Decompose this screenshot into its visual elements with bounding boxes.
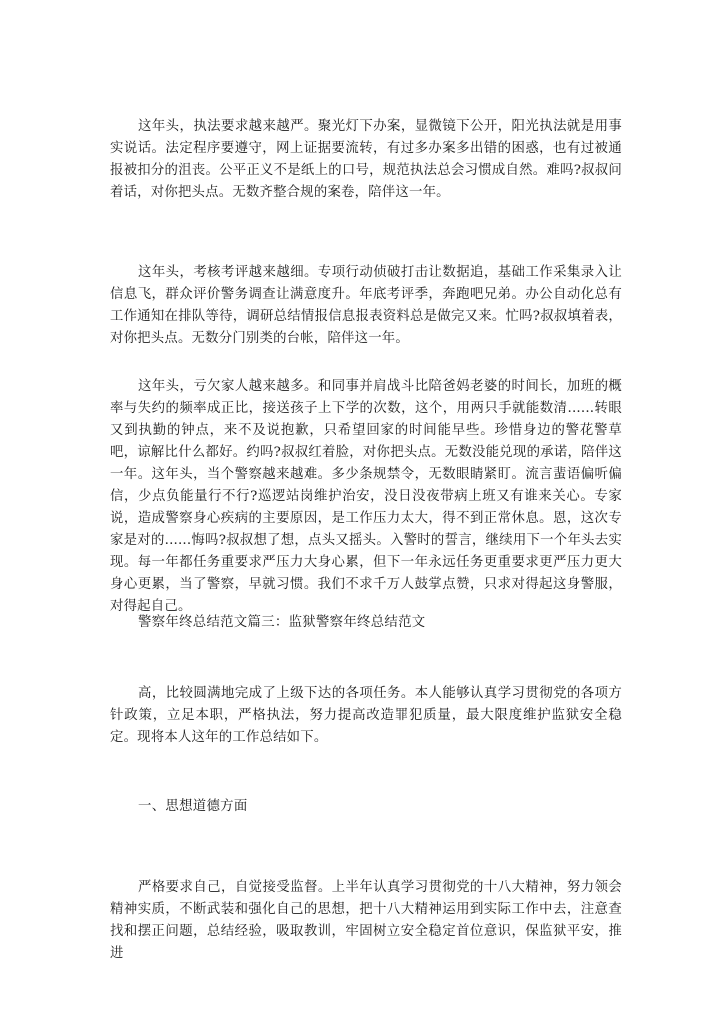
paragraph-law-enforcement: 这年头，执法要求越来越严。聚光灯下办案，显微镜下公开，阳光执法就是用事实说话。法定程序要遵守，网上证据要流转，有过多办案多出错的困惑，也有过被通报被扣分的沮丧。公平正义不是纸上的口号，规范执法总会习惯成自然。难吗?叔叔问着话，对你把头点。无数齐整合规的案卷，陪伴这一年。 xyxy=(110,119,622,200)
paragraph-assessment: 这年头，考核考评越来越细。专项行动侦破打击让数据追，基础工作采集录入让信息飞，群众评价警务调查让满意度升。年底考评季，奔跑吧兄弟。办公自动化总有工作通知在排队等待，调研总结情报信息报表资料总是做完又来。忙吗?叔叔填着表，对你把头点。无数分门别类的台帐，陪伴这一年。 xyxy=(110,265,622,346)
paragraph-self-discipline: 严格要求自己，自觉接受监督。上半年认真学习贯彻党的十八大精神，努力领会精神实质，不断武装和强化自己的思想，把十八大精神运用到实际工作中去，注意查找和摆正问题，总结经验，吸取教训，牢固树立安全稳定首位意识，保监狱平安，推进 xyxy=(110,880,622,961)
subheading-ideology-morality: 一、思想道德方面 xyxy=(138,799,248,814)
paragraph-family-and-pressure: 这年头，亏欠家人越来越多。和同事并肩战斗比陪爸妈老婆的时间长，加班的概率与失约的频率成正比，接送孩子上下学的次数，这个，用两只手就能数清......转眼又到执勤的钟点，来不及说抱歉，只希望回家的时间能早些。珍惜身边的警花警草吧，谅解比什么都好。约吗?叔叔红着脸，对你把头点。无数没能兑现的承诺，陪伴这一年。这年头，当个警察越来越难。多少条规禁令，无数眼睛紧盯。流言蜚语偏听偏信，少点负能量行不行?巡逻站岗维护治安，没日没夜带病上班又有谁来关心。专家说，造成警察身心疾病的主要原因，是工作压力太大，得不到正常休息。恩，这次专家是对的......悔吗?叔叔想了想，点头又摇头。入警时的誓言，继续用下一个年头去实现。每一年都任务重要求严压力大身心累，但下一年永远任务更重要求更严压力更大身心更累，当了警察，早就习惯。我们不求千万人鼓掌点赞，只求对得起这身警服，对得起自己。 xyxy=(110,379,622,614)
paragraph-prison-summary-intro: 高，比较圆满地完成了上级下达的各项任务。本人能够认真学习贯彻党的各项方针政策，立足本职，严格执法，努力提高改造罪犯质量，最大限度维护监狱安全稳定。现将本人这年的工作总结如下。 xyxy=(110,686,622,745)
section-title: 警察年终总结范文篇三：监狱警察年终总结范文 xyxy=(138,615,426,630)
